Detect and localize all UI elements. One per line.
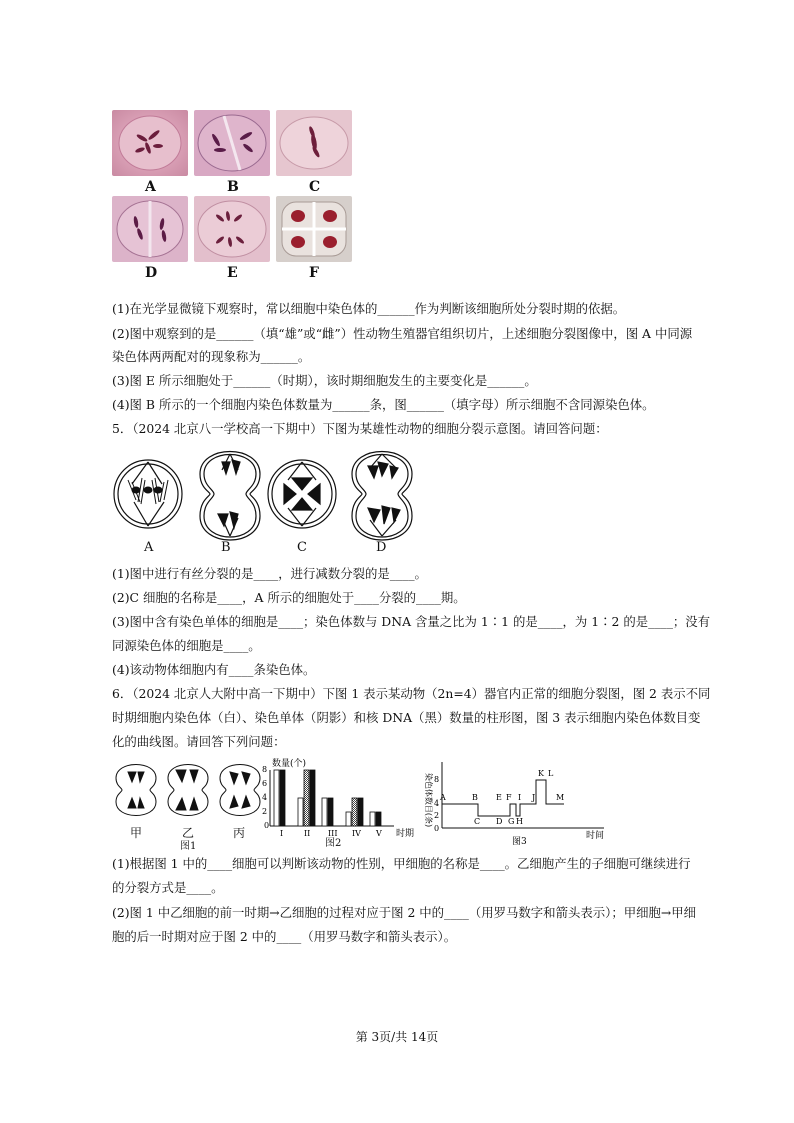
chromosome-image [276,110,352,176]
fig3-point-h: H [516,817,523,826]
fig2-bar-I-0 [274,770,279,826]
fig2-bar-III-0 [322,798,327,826]
fig1-cell-bing-label: 丙 [233,826,246,840]
micrograph-b [194,110,270,176]
fig3-xlabel: 时间 [586,831,605,841]
fig2-ytick-6: 6 [262,779,268,788]
cell-a [114,460,182,528]
micrograph-f [276,196,352,262]
micrograph-c [276,110,352,176]
chromosome-image [112,196,188,262]
fig2-ytick-0: 0 [264,821,270,830]
fig3-point-d: D [496,817,503,826]
cell-bing-outline [220,765,260,816]
fig3-point-f: F [506,793,512,802]
q5-question-3: (3)图中含有染色单体的细胞是____；染色体数与 DNA 含量之比为 1∶1 的是____，为 1∶2 的是____；没有 [112,614,711,629]
q4-question-4: (4)图 B 所示的一个细胞内染色体数量为______条，图______（填字母）所示细胞不含同源染色体。 [112,397,655,412]
chromosome-image [194,110,270,176]
fig2-xtick-II: II [304,829,311,838]
chromosome-image [112,110,188,176]
fig1-cell-jia-label: 甲 [130,826,143,840]
q5-question-3-cont: 同源染色体的细胞是____。 [112,638,261,653]
micrograph-a [112,110,188,176]
fig3-ylabel: 染色体数目(条) [424,772,433,828]
fig2-xtick-IV: IV [352,829,361,838]
cell-yi-outline [168,765,208,816]
q6-question-2-cont: 胞的后一时期对应于图 2 中的____（用罗马数字和箭头表示）。 [112,929,457,944]
fig3-point-b: B [472,793,478,802]
q6-title-line-3: 化的曲线图。请回答下列问题： [112,734,286,749]
fig2-bars [274,770,381,826]
fig2-bar-V-2 [376,812,381,826]
q4-question-2: (2)图中观察到的是______（填“雄”或“雌”）性动物生殖器官组织切片，上述细胞分裂图像中，图 A 中同源 [112,326,693,341]
fig1-cells [112,758,272,824]
fig3-point-g: G [508,817,515,826]
q6-question-1-cont: 的分裂方式是____。 [112,880,224,895]
fig2-xtick-III: III [328,829,338,838]
fig2-bar-IV-2 [358,798,363,826]
fig2-xtick-V: V [376,829,382,838]
fig2-bar-II-0 [298,798,303,826]
fig2-ytick-2: 2 [262,807,268,816]
q6-question-1: (1)根据图 1 中的____细胞可以判断该动物的性别，甲细胞的名称是____。乙细胞产生的子细胞可继续进行 [112,856,691,871]
cell-label-c: C [297,540,307,555]
cell-label-a: A [144,540,154,555]
fig2-caption: 图2 [325,838,342,849]
fig1-caption: 图1 [180,841,197,852]
cell-label-d: D [376,540,387,555]
micrograph-label-e: E [227,265,238,281]
cell-d [352,452,412,541]
fig3-point-i: I [518,793,522,802]
fig3-point-k: K [538,769,544,778]
cell-b [200,452,260,541]
q6-title-line-1: 6．（2024 北京人大附中高一下期中）下图 1 表示某动物（2n=4）器官内正常的细胞分裂图，图 2 表示不同 [112,686,711,701]
fig2-ylabel: 数量(个) [272,759,307,769]
fig2-bar-IV-1 [352,798,357,826]
fig2-bar-I-2 [280,770,285,826]
fig2-ytick-8: 8 [262,765,268,774]
fig3-point-a: A [440,793,446,802]
fig2-xtick-I: I [280,829,284,838]
q6-title-line-2: 时期细胞内染色体（白）、染色单体（阴影）和核 DNA（黑）数量的柱形图，图 3 表示细胞内染色体数目变 [112,710,701,725]
micrograph-label-a: A [145,179,156,195]
fig2-bar-V-0 [370,812,375,826]
page-footer: 第 3页/共 14页 [355,1030,439,1044]
fig2-bar-III-2 [328,798,333,826]
q5-question-4: (4)该动物体细胞内有____条染色体。 [112,662,316,677]
fig2-bar-II-1 [304,770,309,826]
cell-c [268,460,336,528]
chromosome-image [194,196,270,262]
fig2-xlabel: 时期 [396,829,415,839]
fig3-caption: 图3 [512,837,527,846]
fig3-ytick-8: 8 [434,775,440,784]
micrograph-label-d: D [145,265,158,281]
fig2-ytick-4: 4 [262,793,268,802]
fig3-point-m: M [556,793,565,802]
fig3-point-e: E [496,793,502,802]
micrograph-d [112,196,188,262]
fig3-ytick-4: 4 [434,799,440,808]
micrograph-label-f: F [309,265,319,281]
fig3-ytick-2: 2 [434,811,440,820]
fig2-bar-II-2 [310,770,315,826]
q4-question-1: (1)在光学显微镜下观察时，常以细胞中染色体的______作为判断该细胞所处分裂时期的依据。 [112,301,626,316]
q5-question-1: (1)图中进行有丝分裂的是____，进行减数分裂的是____。 [112,566,427,581]
q5-title: 5．（2024 北京八一学校高一下期中）下图为某雄性动物的细胞分裂示意图。请回答问题： [112,421,608,436]
micrograph-label-c: C [309,179,321,195]
fig2-bar-IV-0 [346,812,351,826]
q4-question-3: (3)图 E 所示细胞处于______（时期），该时期细胞发生的主要变化是______。 [112,373,537,388]
fig3-point-c: C [474,817,481,826]
fig3-ytick-0: 0 [434,824,440,833]
micrograph-e [194,196,270,262]
micrograph-label-b: B [227,179,239,195]
fig3-step-chart [420,760,620,846]
q6-question-2: (2)图 1 中乙细胞的前一时期→乙细胞的过程对应于图 2 中的____（用罗马数字和箭头表示）；甲细胞→甲细 [112,905,697,920]
chromosome-image [276,196,352,262]
q4-question-2-cont: 染色体两两配对的现象称为______。 [112,349,311,364]
fig3-point-l: L [548,769,554,778]
fig3-point-j: J [532,793,536,802]
fig3-curve [442,780,564,816]
q5-question-2: (2)C 细胞的名称是____，A 所示的细胞处于____分裂的____期。 [112,590,466,605]
fig1-cell-yi-label: 乙 [182,826,195,840]
cell-label-b: B [221,540,231,555]
